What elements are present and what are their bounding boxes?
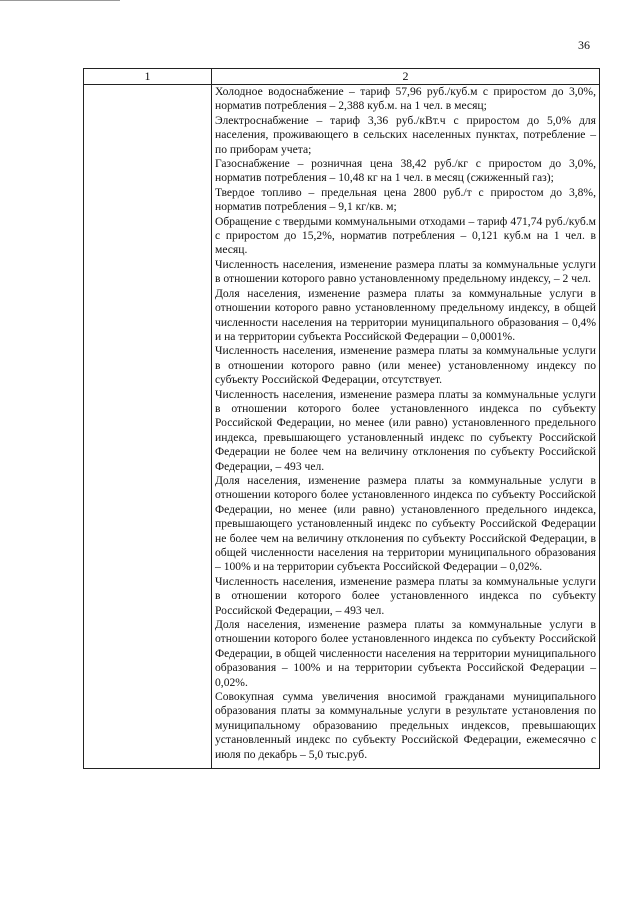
paragraph-gas: Газоснабжение – розничная цена 38,42 руб./кг с приростом до 3,0%, норматив потребления – 10,48 кг на 1 чел. в месяц (сжиженный газ); (215, 157, 596, 185)
paragraph-share-between: Доля населения, изменение размера платы за коммунальные услуги в отношении которого более установленного индекса по субъекту Российской Федерации, но менее (или равно) установленного предельного индекса, превышающего установленный индекс по субъекту Российской Федерации не более чем на величину отклонения по субъекту Российской Федерации, в общей численности населения на территории муниципального образования – 100% и на территории субъекта Российской Федерации – 0,02%. (215, 473, 596, 574)
paragraph-population-between: Численность населения, изменение размера платы за коммунальные услуги в отношении которого более установленного индекса по субъекту Российской Федерации, но менее (или равно) установленного предельного индекса, превышающего установленный индекс по субъекту Российской Федерации не более чем на величину отклонения по субъекту Российской Федерации, – 493 чел. (215, 387, 596, 473)
document-table (83, 68, 600, 769)
paragraph-electricity: Электроснабжение – тариф 3,36 руб./кВт.ч с приростом до 5,0% для населения, проживающего в сельских населенных пунктах, потребление – по приборам учета; (215, 113, 596, 156)
paragraph-population-more: Численность населения, изменение размера платы за коммунальные услуги в отношении которого более установленного индекса по субъекту Российской Федерации, – 493 чел. (215, 574, 596, 617)
paragraph-population-equal: Численность населения, изменение размера платы за коммунальные услуги в отношении которого равно установленному предельному индексу, – 2 чел. (215, 257, 596, 286)
content-cell (212, 85, 600, 769)
paragraph-cold-water: Холодное водоснабжение – тариф 57,96 руб./куб.м с приростом до 3,0%, норматив потребления – 2,388 куб.м. на 1 чел. в месяц; (215, 85, 596, 113)
column-header-2: 2 (212, 69, 600, 85)
paragraph-share-more: Доля населения, изменение размера платы за коммунальные услуги в отношении которого более установленного индекса по субъекту Российской Федерации, в общей численности населения на территории муниципального образования – 100% и на территории субъекта Российской Федерации – 0,02%. (215, 618, 596, 689)
table-header-row (84, 69, 600, 85)
paragraph-waste: Обращение с твердыми коммунальными отходами – тариф 471,74 руб./куб.м с приростом до 15,2%, норматив потребления – 0,121 куб.м на 1 чел. в месяц. (215, 214, 596, 257)
paragraph-solid-fuel: Твердое топливо – предельная цена 2800 руб./т с приростом до 3,8%, норматив потребления – 9,1 кг/кв. м; (215, 185, 596, 214)
table-body-row (84, 85, 600, 769)
column-header-1: 1 (84, 69, 212, 85)
empty-left-cell (84, 85, 212, 769)
paragraph-share-equal: Доля населения, изменение размера платы за коммунальные услуги в отношении которого равно установленному предельному индексу, в общей численности населения на территории муниципального образования – 0,4% и на территории субъекта Российской Федерации – 0,0001%. (215, 286, 596, 343)
page-number: 36 (578, 38, 590, 52)
paragraph-total-sum: Совокупная сумма увеличения вносимой гражданами муниципального образования платы за коммунальные услуги в результате установления по муниципальному образованию предельных индексов, превышающих установленный индекс по субъекту Российской Федерации, ежемесячно с июля по декабрь – 5,0 тыс.руб. (215, 690, 596, 761)
paragraph-population-less: Численность населения, изменение размера платы за коммунальные услуги в отношении которого равно (или менее) установленному индексу по субъекту Российской Федерации, отсутствует. (215, 344, 596, 387)
scan-edge-mark (0, 0, 120, 1)
